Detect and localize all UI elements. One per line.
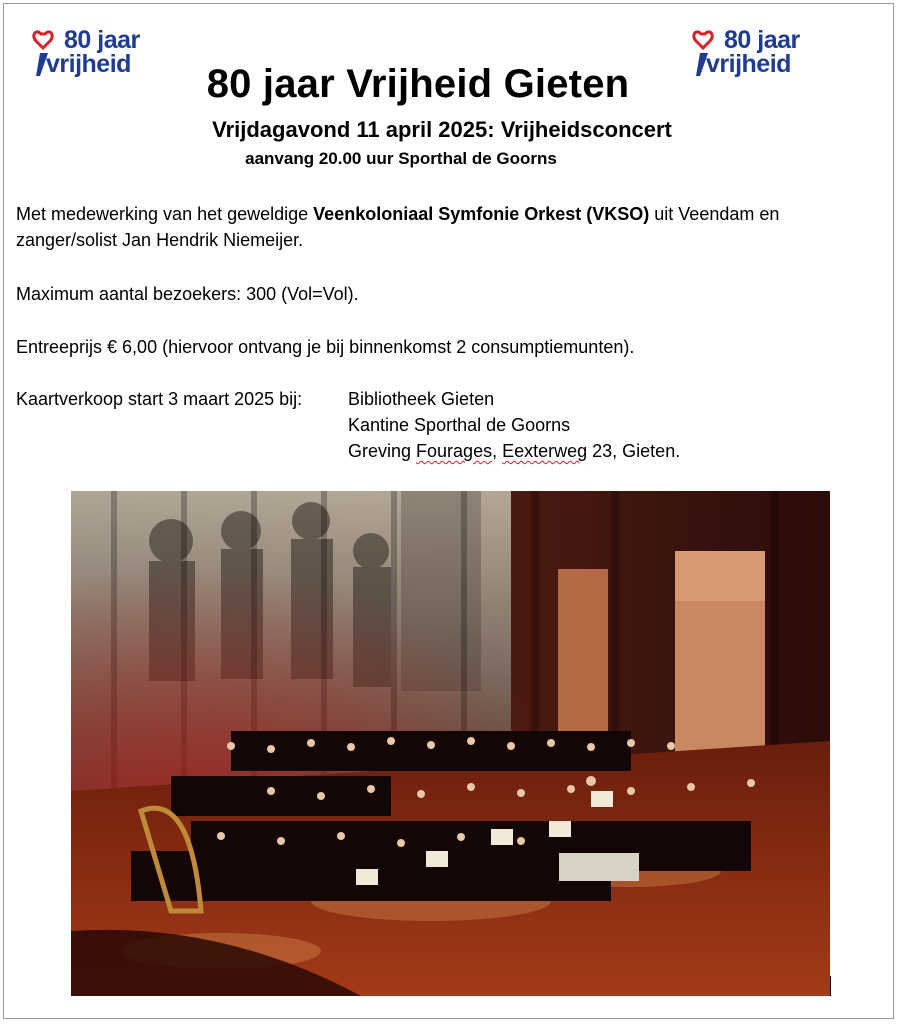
ticket-location: Greving Fourages, Eexterweg 23, Gieten. [348, 441, 681, 461]
logo-line2: vrijheid [46, 50, 131, 78]
max-visitors-text: Maximum aantal bezoekers: 300 (Vol=Vol). [16, 284, 359, 304]
page-title: 80 jaar Vrijheid Gieten [206, 62, 630, 106]
logo-line2: vrijheid [706, 50, 791, 78]
price-text: Entreeprijs € 6,00 (hiervoor ontvang je bij binnenkomst 2 consumptiemunten). [16, 337, 635, 357]
ticket-sales-label: Kaartverkoop start 3 maart 2025 bij: [16, 389, 303, 409]
ticket-location: Kantine Sporthal de Goorns [348, 415, 571, 435]
intro-paragraph [16, 201, 876, 253]
orchestra-photo [71, 491, 830, 996]
ticket-sales-locations [348, 386, 680, 464]
orchestra-photo-illustration [71, 491, 830, 996]
orchestra-name: Veenkoloniaal Symfonie Orkest (VKSO) [313, 204, 650, 224]
logo-line1: 80 jaar [724, 26, 800, 54]
event-time-location: aanvang 20.00 uur Sporthal de Goorns [245, 149, 557, 168]
ticket-location: Bibliotheek Gieten [348, 389, 495, 409]
intro-after: uit Veendam en zanger/solist Jan Hendrik Niemeijer. [16, 204, 780, 250]
intro-before: Met medewerking van het geweldige [16, 204, 314, 224]
edge-mark [830, 976, 831, 996]
logo-line1: 80 jaar [64, 26, 140, 54]
event-subtitle: Vrijdagavond 11 april 2025: Vrijheidsconcert [212, 117, 672, 142]
